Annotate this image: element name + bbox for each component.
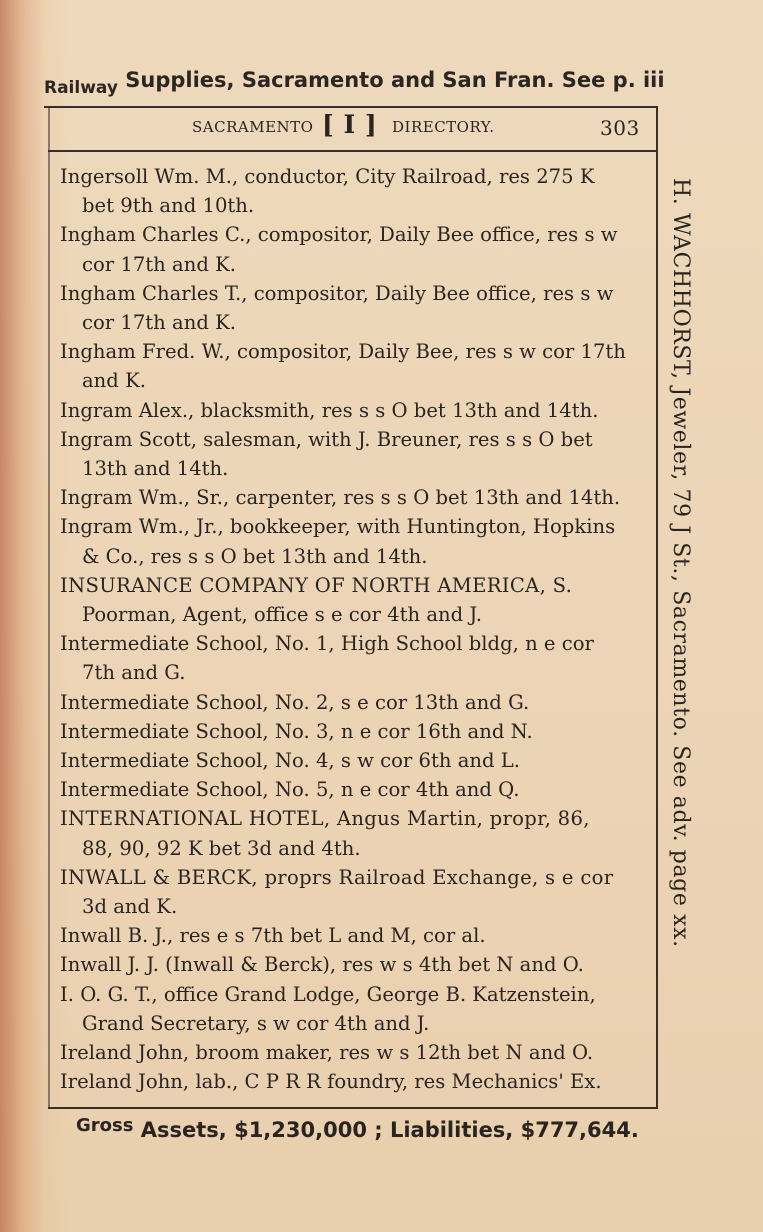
list-item: INWALL & BERCK, proprs Railroad Exchange, s e cor 3d and K. xyxy=(60,865,614,919)
list-item: Ingersoll Wm. M., conductor, City Railroad, res 275 K bet 9th and 10th. xyxy=(60,165,595,218)
list-item: I. O. G. T., office Grand Lodge, George B. Katzenstein, Grand Secretary, s w cor 4th and J. xyxy=(60,982,596,1035)
list-item: Intermediate School, No. 3, n e cor 16th and N. xyxy=(60,719,533,743)
list-item: Intermediate School, No. 2, s e cor 13th and G. xyxy=(60,690,530,714)
right-border xyxy=(656,108,658,1108)
list-item: Ingham Charles C., compositor, Daily Bee office, res s w cor 17th and K. xyxy=(60,223,618,276)
list-item: INSURANCE COMPANY OF NORTH AMERICA, S. Poorman, Agent, office s e cor 4th and J. xyxy=(60,573,573,627)
header-letter: [ I ] xyxy=(322,110,378,139)
header-rule xyxy=(48,150,658,152)
top-ad-text: Supplies, Sacramento and San Fran. See p. iii xyxy=(117,68,665,92)
side-ad-text: H. WACHHORST, Jeweler, 79 J St., Sacramento. See adv. page xx. xyxy=(668,178,693,948)
top-rule xyxy=(44,106,658,108)
side-advertisement xyxy=(665,178,695,1058)
list-item: Inwall B. J., res e s 7th bet L and M, cor al. xyxy=(60,924,486,948)
list-item: Ireland John, lab., C P R R foundry, res Mechanics' Ex. xyxy=(60,1070,602,1094)
list-item: Ingram Scott, salesman, with J. Breuner, res s s O bet 13th and 14th. xyxy=(60,427,593,481)
running-header xyxy=(60,112,660,144)
top-advertisement xyxy=(44,68,664,108)
list-item: Inwall J. J. (Inwall & Berck), res w s 4th bet N and O. xyxy=(60,953,584,977)
header-directory: DIRECTORY. xyxy=(392,118,495,136)
bottom-advertisement xyxy=(76,1115,656,1158)
list-item: Ireland John, broom maker, res w s 12th bet N and O. xyxy=(60,1041,594,1065)
page-number: 303 xyxy=(600,116,640,140)
list-item: Intermediate School, No. 4, s w cor 6th and L. xyxy=(60,749,521,773)
bottom-ad-text: Assets, $1,230,000 ; Liabilities, $777,644. xyxy=(133,1118,639,1142)
bottom-ad-lead: Gross xyxy=(76,1115,134,1136)
list-item: Ingham Charles T., compositor, Daily Bee office, res s w cor 17th and K. xyxy=(60,281,614,335)
list-item: Ingram Wm., Sr., carpenter, res s s O bet 13th and 14th. xyxy=(60,486,621,510)
list-item: Ingram Wm., Jr., bookkeeper, with Huntington, Hopkins & Co., res s s O bet 13th and 14th. xyxy=(60,515,616,568)
bottom-rule xyxy=(48,1107,658,1109)
list-item: INTERNATIONAL HOTEL, Angus Martin, propr, 86, 88, 90, 92 K bet 3d and 4th. xyxy=(60,807,590,860)
top-ad-lead: Railway xyxy=(44,78,118,98)
list-item: Intermediate School, No. 5, n e cor 4th and Q. xyxy=(60,778,520,802)
entries-list xyxy=(60,162,650,1097)
left-border xyxy=(48,108,50,1108)
list-item: Intermediate School, No. 1, High School bldg, n e cor 7th and G. xyxy=(60,632,594,685)
list-item: Ingram Alex., blacksmith, res s s O bet 13th and 14th. xyxy=(60,398,599,422)
list-item: Ingham Fred. W., compositor, Daily Bee, res s w cor 17th and K. xyxy=(60,340,626,393)
header-city: SACRAMENTO xyxy=(192,118,314,136)
